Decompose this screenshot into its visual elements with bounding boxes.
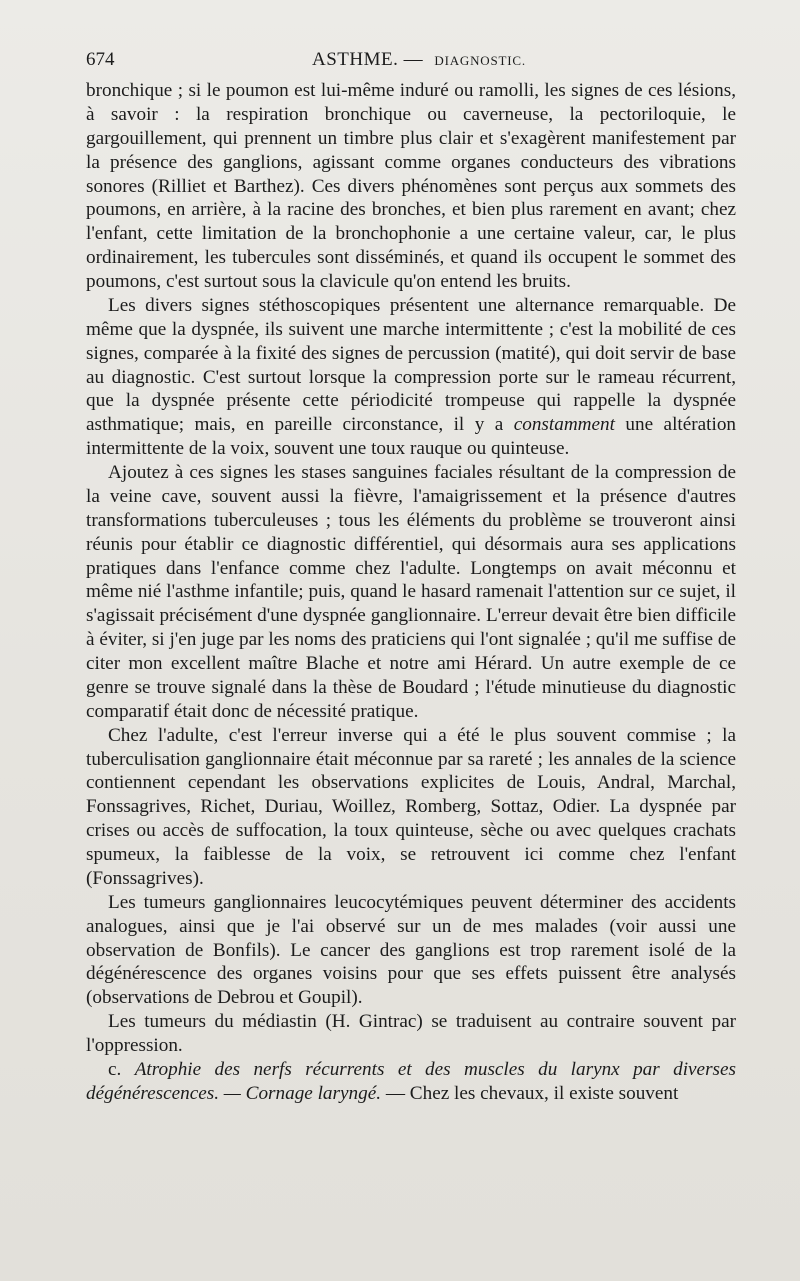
page-number: 674 — [86, 49, 115, 70]
paragraph-text-before: c. — [108, 1058, 135, 1080]
running-title — [312, 46, 526, 75]
paragraph-5 — [86, 891, 736, 1010]
paragraph-7 — [86, 1058, 736, 1106]
header-dash: — — [403, 49, 424, 70]
section-heading-italic: Atrophie des nerfs récurrents et des muscles du larynx par diverses dégénérescences. — Cornage laryngé. — [86, 1058, 736, 1104]
paragraph-text: bronchique ; si le poumon est lui-même induré ou ramolli, les signes de ces lésions, à savoir : la respiration bronchique ou caverneuse, la pectoriloquie, le gargouillement, qui prennent un timbre plus clair et s'exagèrent manifestement par la présence des ganglions, agissant comme organes conducteurs des vibrations sonores (Rilliet et Barthez). Ces divers phénomènes sont perçus aux sommets des poumons, en arrière, à la racine des bronches, et bien plus rarement en avant; chez l'enfant, cette limitation de la bronchophonie a une certaine valeur, car, le plus ordinairement, les tubercules sont disséminés, et quand ils occupent le sommet des poumons, c'est surtout sous la clavicule qu'on entend les bruits. — [86, 80, 736, 292]
emphasis-constamment: constamment — [513, 414, 615, 436]
paragraph-text: Les tumeurs ganglionnaires leucocytémiques peuvent déterminer des accidents analogues, ainsi que je l'ai observé sur un de mes malades (voir aussi une observation de Bonfils). Le cancer des ganglions est trop rarement isolé de la dégénérescence des organes voisins pour que ses effets puissent être analysés (observations de Debrou et Goupil). — [86, 891, 736, 1009]
paragraph-3 — [86, 461, 736, 724]
paragraph-4 — [86, 724, 736, 891]
paragraph-2 — [86, 294, 736, 461]
body-text — [86, 79, 736, 1106]
section-title: DIAGNOSTIC. — [434, 53, 526, 68]
paragraph-text-before: Les divers signes stéthoscopiques présentent une alternance remarquable. De même que la dyspnée, ils suivent une marche intermittente ; c'est la mobilité de ces signes, comparée à la fixité des signes de percussion (matité), qui doit servir de base au diagnostic. C'est surtout lorsque la compression porte sur le rameau récurrent, que la dyspnée présente cette périodicité trompeuse qui rappelle la dyspnée asthmatique; mais, en pareille circonstance, il y a — [86, 294, 736, 436]
running-title-text: ASTHME. — [312, 49, 399, 70]
paragraph-text: Chez l'adulte, c'est l'erreur inverse qui a été le plus souvent commise ; la tuberculisation ganglionnaire était méconnue par sa rareté ; les annales de la science contiennent cependant les observations explicites de Louis, Andral, Marchal, Fonssagrives, Richet, Duriau, Woillez, Romberg, Sottaz, Odier. La dyspnée par crises ou accès de suffocation, la toux quinteuse, sèche ou avec quelques crachats spumeux, la faiblesse de la voix, se retrouvent ici comme chez l'enfant (Fonssagrives). — [86, 724, 736, 889]
paragraph-text-after: une altération intermittente de la voix, souvent une toux rauque ou quinteuse. — [86, 414, 737, 460]
paragraph-text: Ajoutez à ces signes les stases sanguines faciales résultant de la compression de la veine cave, souvent aussi la fièvre, l'amaigrissement et la présence d'autres transformations tuberculeuses ; tous les éléments du problème se trouveront ainsi réunis pour établir ce diagnostic différentiel, qui désormais aura ses applications pratiques dans l'enfance comme chez l'adulte. Longtemps on avait méconnu et même nié l'asthme infantile; puis, quand le hasard ramenait l'attention sur ce sujet, il s'agissait précisément d'une dyspnée ganglionnaire. L'erreur devait être bien difficile à éviter, si j'en juge par les noms des praticiens qui l'ont signalée ; qu'il me suffise de citer mon excellent maître Blache et notre ami Hérard. Un autre exemple de ce genre se trouve signalé dans la thèse de Boudard ; l'étude minutieuse du diagnostic comparatif était donc de nécessité pratique. — [86, 462, 736, 722]
paragraph-1 — [86, 79, 736, 294]
paragraph-6 — [86, 1010, 736, 1058]
running-header — [86, 46, 736, 74]
paragraph-text-after: — Chez les chevaux, il existe souvent — [381, 1082, 679, 1104]
paragraph-text: Les tumeurs du médiastin (H. Gintrac) se traduisent au contraire souvent par l'oppression. — [86, 1011, 736, 1056]
